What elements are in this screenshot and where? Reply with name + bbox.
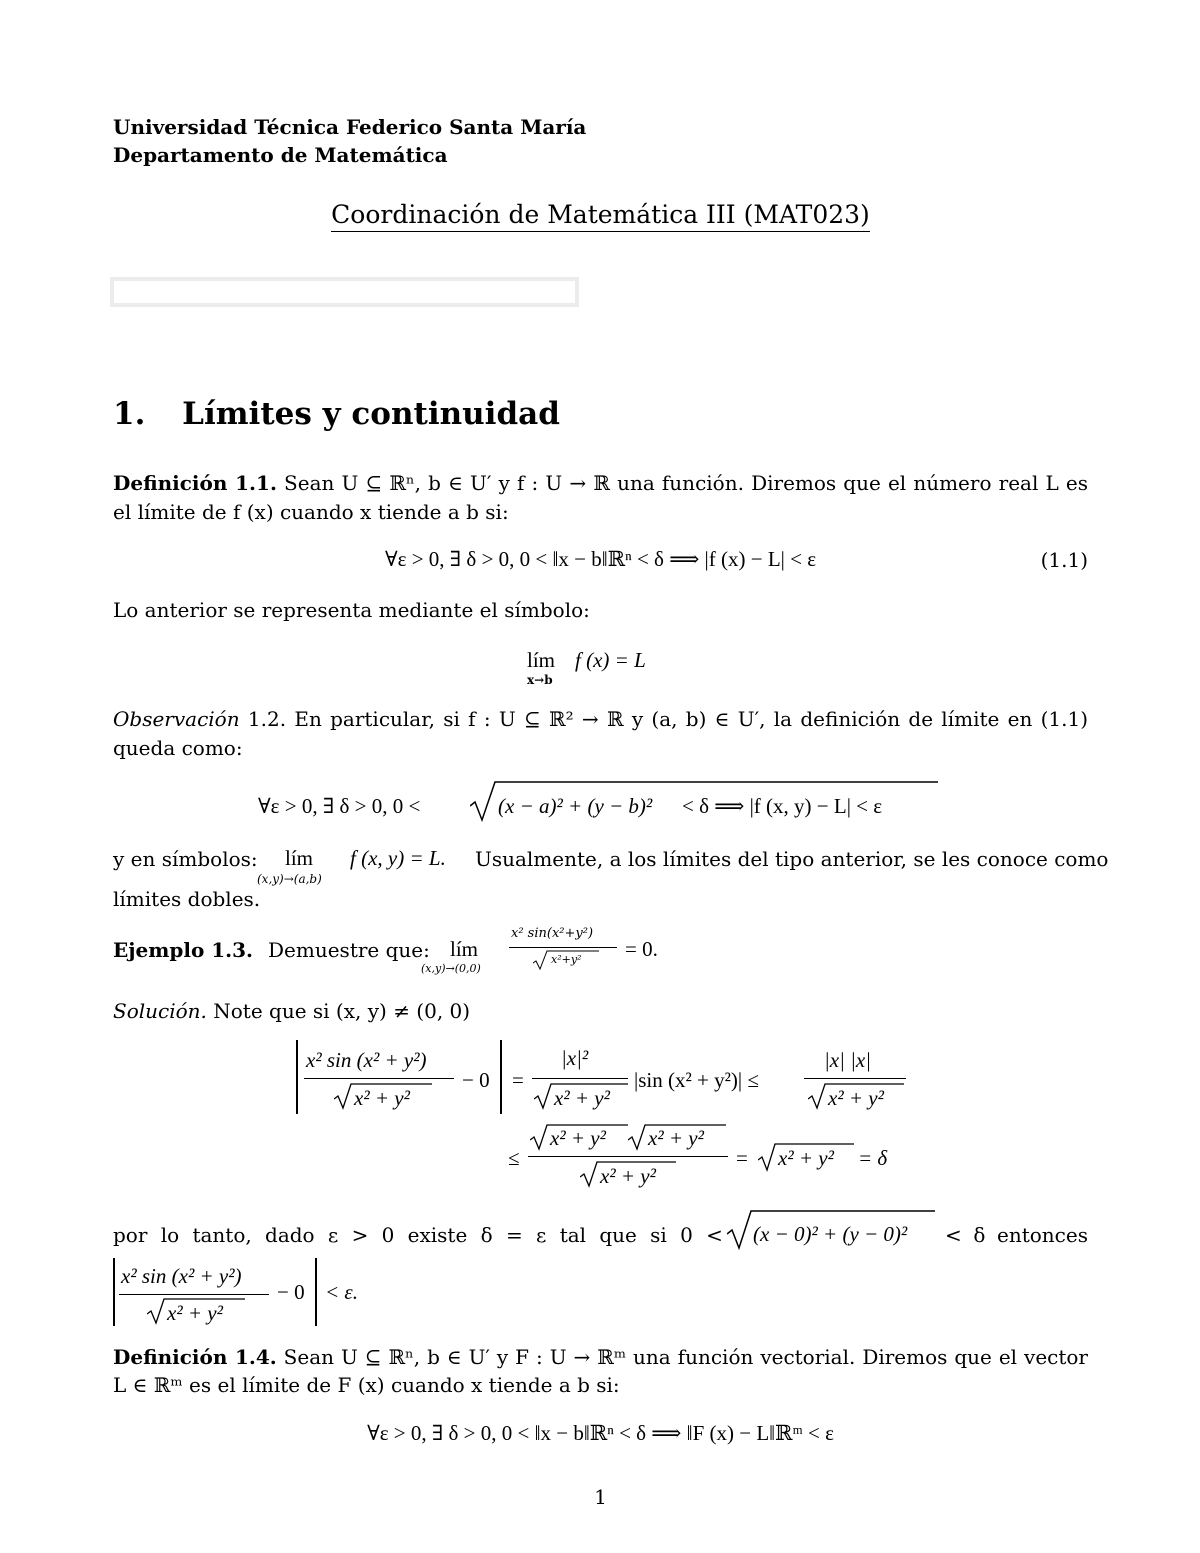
ex-1-3-result: = 0. [625,937,658,961]
obs-symbols-rest: Usualmente, a los límites del tipo anterior, se les conoce como [475,847,1109,871]
section-heading [113,396,560,432]
university-name: Universidad Técnica Federico Santa María [113,115,587,139]
ex-1-3-text: Demuestre que: [268,938,430,962]
def-1-4-text: Sean U ⊆ ℝⁿ, b ∈ U′ y F : U → ℝᵐ una función vectorial. Diremos que el vector [283,1345,1088,1369]
conclusion-abs-left [113,1258,115,1326]
conclusion-after [945,1222,1088,1248]
ex-1-3-label: Ejemplo 1.3. [113,938,254,962]
conclusion-end: < ε. [325,1280,358,1304]
obs-1-2-label: Observación [113,707,240,731]
chain1-minus: − 0 [462,1068,490,1092]
solution-text: Note que si (x, y) ≠ (0, 0) [213,999,471,1023]
ex-1-3-num: x² sin(x²+y²) [511,926,594,941]
conclusion-abs-right [315,1258,317,1326]
department-name: Departamento de Matemática [113,143,448,167]
def-1-4-label: Definición 1.4. [113,1345,277,1369]
def-1-4-line2: L ∈ ℝᵐ es el límite de F (x) cuando x tiende a b si: [113,1373,620,1397]
conclusion-after-word: δ [973,1223,986,1247]
conclusion-word: tal [559,1223,587,1247]
chain1-mid: |sin (x² + y²)| ≤ [634,1068,759,1092]
def-1-1-line1 [113,470,1088,496]
chain1-eq: = [512,1068,524,1092]
def-1-1-text: Sean U ⊆ ℝⁿ, b ∈ U′ y f : U → ℝ una función. Diremos que el número real L es [284,471,1089,495]
limit-expr: f (x) = L [575,648,646,672]
conclusion-after-word: < [945,1223,962,1247]
chain1-frac2-num: |x|² [561,1046,589,1070]
conclusion-word: lo [160,1223,180,1247]
conclusion-word: = [505,1223,523,1247]
conclusion-radicand: (x − 0)² + (y − 0)² [753,1222,908,1246]
abs-bar-left [296,1040,298,1114]
conclusion-word: 0 [381,1223,395,1247]
conclusion-word: si [650,1223,667,1247]
obs-symbols-expr: f (x, y) = L. [350,846,446,870]
conclusion-word: existe [407,1223,468,1247]
obs-equation [258,778,958,824]
obs-eq-right: < δ ⟹ |f (x, y) − L| < ε [682,794,883,818]
chain1-frac2-den: x² + y² [554,1086,610,1110]
def-1-1-line2: el límite de f (x) cuando x tiende a b si: [113,500,509,524]
conclusion-den: x² + y² [167,1301,223,1325]
chain1-den: x² + y² [354,1086,410,1110]
obs-symbols-op: lím [285,846,314,870]
solution-chain-1 [296,1040,916,1120]
conclusion-line2 [113,1258,393,1328]
limit-op: lím [527,648,556,672]
obs-symbols-prefix: y en símbolos: [113,847,258,871]
conclusion-num: x² sin (x² + y²) [121,1264,242,1288]
conclusion-word: ε [536,1223,547,1247]
section-title: Límites y continuidad [182,396,560,432]
conclusion-words [113,1222,723,1248]
course-title: Coordinación de Matemática III (MAT023) [331,200,870,232]
equation-1-1 [113,547,1088,575]
solution-chain-2 [508,1120,908,1192]
ex-1-3-op: lím [450,937,479,961]
abs-bar-right [500,1040,502,1114]
chain2-rad: x² + y² [778,1146,834,1170]
example-1-3 [113,926,713,976]
chain1-frac2-bar [532,1078,628,1079]
conclusion-word: 0 [680,1223,693,1247]
chain2-end: = δ [858,1146,888,1170]
obs-eq-radicand: (x − a)² + (y − b)² [498,794,653,818]
conclusion-word: > [351,1223,369,1247]
limit-symbol [527,648,687,688]
obs-1-2-text: En particular, si f : U ⊆ ℝ² → ℝ y (a, b) ∈ U′, la definición de límite en (1.1) [294,707,1089,731]
conclusion-word: < [706,1223,723,1247]
conclusion-line1 [113,1208,1088,1252]
conclusion-word: δ [480,1223,493,1247]
obs-1-2-number: 1.2. [247,707,287,731]
conclusion-bar [119,1294,269,1295]
ex-1-3-sub: (x,y)→(0,0) [421,962,481,975]
chain2-den: x² + y² [600,1164,656,1188]
obs-1-2-line1 [113,706,1088,732]
solution-line [113,998,470,1024]
page-number: 1 [594,1485,607,1509]
equation-1-1-body: ∀ε > 0, ∃ δ > 0, 0 < ‖x − b‖ℝⁿ < δ ⟹ |f (x) − L| < ε [384,547,817,571]
obs-symbols-line [113,846,1109,886]
conclusion-word: tanto, [192,1223,252,1247]
chain2-eq: = [736,1146,748,1170]
chain2-le: ≤ [508,1146,520,1170]
obs-1-2-line2: queda como: [113,736,243,760]
solution-label: Solución. [113,999,207,1023]
def-1-4-line1 [113,1344,1088,1370]
equation-1-1-number: (1.1) [1040,548,1088,572]
conclusion-word: ε [327,1223,339,1247]
chain1-bar [304,1078,454,1079]
conclusion-word: dado [265,1223,315,1247]
section-number: 1. [113,396,146,432]
chain1-frac3-num: |x| |x| [824,1048,871,1072]
chain1-frac3-den: x² + y² [828,1086,884,1110]
conclusion-minus: − 0 [277,1280,305,1304]
conclusion-after-word: entonces [997,1223,1088,1247]
obs-eq-left: ∀ε > 0, ∃ δ > 0, 0 < [258,794,421,818]
chain2-num-a: x² + y² [550,1126,606,1150]
chain2-bar [528,1156,728,1157]
def-1-4-equation: ∀ε > 0, ∃ δ > 0, 0 < ‖x − b‖ℝⁿ < δ ⟹ ‖F (x) − L‖ℝᵐ < ε [367,1421,834,1445]
redacted-box [110,277,579,307]
conclusion-word: por [113,1223,148,1247]
ex-1-3-fraction-bar [509,947,617,948]
conclusion-word: que [599,1223,637,1247]
chain1-num: x² sin (x² + y²) [306,1048,427,1072]
ex-1-3-den: x²+y² [551,953,582,966]
def-1-1-label: Definición 1.1. [113,471,277,495]
symbol-intro: Lo anterior se representa mediante el símbolo: [113,598,590,622]
obs-symbols-sub: (x,y)→(a,b) [257,872,322,886]
limit-sub: x→b [527,673,553,687]
chain1-frac3-bar [804,1078,906,1079]
obs-last-line: límites dobles. [113,887,261,911]
chain2-num-b: x² + y² [648,1126,704,1150]
course-title-wrap [113,200,1088,229]
